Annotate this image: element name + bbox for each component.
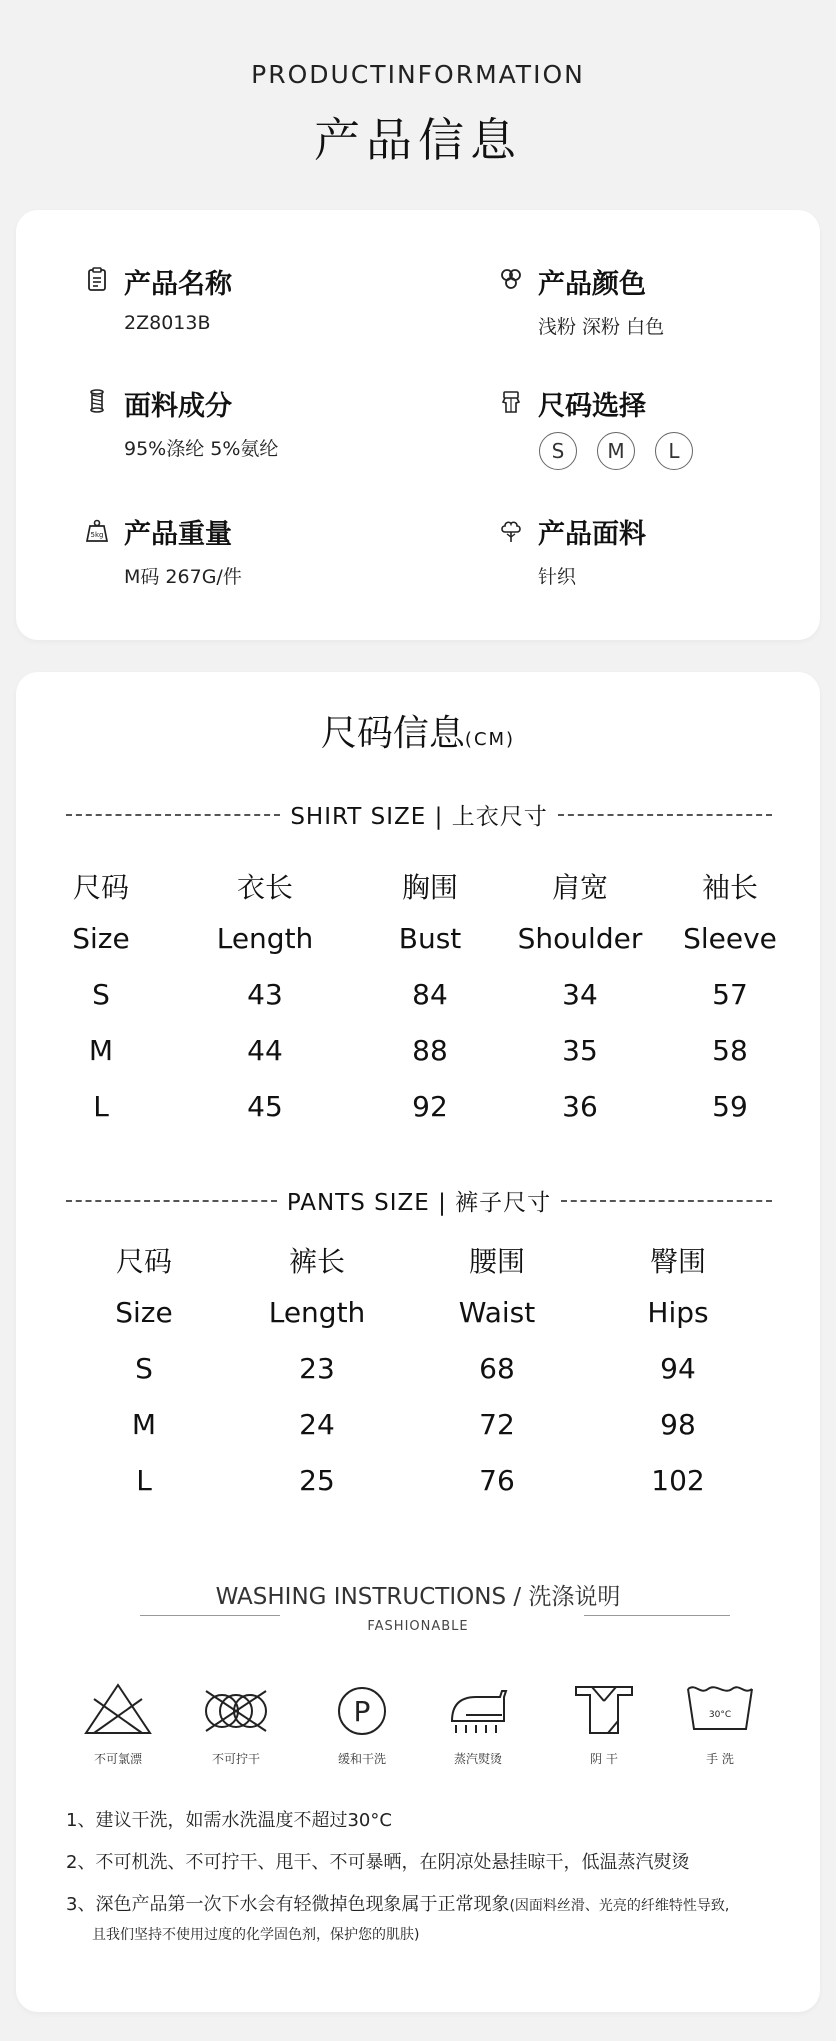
shirt-table-cell: 57 bbox=[712, 978, 748, 1011]
product-name-label: 产品名称 bbox=[124, 269, 232, 300]
wash-note-2: 2、不可机洗、不可拧干、甩干、不可暴晒，在阴凉处悬挂晾干，低温蒸汽熨烫 bbox=[66, 1852, 690, 1873]
pants-table-cell: M bbox=[131, 1408, 157, 1441]
pants-table-cell: 25 bbox=[299, 1464, 335, 1497]
shirt-table-cell: 36 bbox=[562, 1090, 598, 1123]
steam-iron-icon bbox=[442, 1681, 514, 1737]
care-label-gentle-dry-clean: 缓和干洗 bbox=[337, 1752, 387, 1766]
wash-note-3-main: 3、深色产品第一次下水会有轻微掉色现象属于正常现象 bbox=[66, 1894, 510, 1915]
shirt-table-cell: 88 bbox=[412, 1034, 448, 1067]
pants-table-cell: 94 bbox=[660, 1352, 696, 1385]
pants-table-header-cn: 裤长 bbox=[288, 1245, 346, 1278]
pants-size-heading bbox=[66, 1184, 772, 1217]
shirt-table-header-en: Size bbox=[72, 922, 130, 955]
pants-table-header-en: Waist bbox=[458, 1296, 536, 1329]
clipboard-icon bbox=[84, 266, 110, 292]
size-info-unit: (CM) bbox=[464, 729, 516, 750]
pants-table-header-cn: 臀围 bbox=[649, 1245, 707, 1278]
hand-wash-icon bbox=[684, 1681, 756, 1737]
shirt-size-heading bbox=[66, 798, 772, 831]
no-bleach-icon bbox=[82, 1681, 154, 1737]
size-info-title-text: 尺码信息 bbox=[320, 713, 465, 754]
pants-table-cell: 23 bbox=[299, 1352, 335, 1385]
shirt-table-cell: 44 bbox=[247, 1034, 283, 1067]
shirt-table-cell: 84 bbox=[412, 978, 448, 1011]
shirt-table-header-en: Length bbox=[216, 922, 314, 955]
pants-table-cell: 76 bbox=[479, 1464, 515, 1497]
shirt-table-header-en: Shoulder bbox=[517, 922, 643, 955]
shirt-table-cell: 45 bbox=[247, 1090, 283, 1123]
pants-table-header-en: Size bbox=[115, 1296, 173, 1329]
pants-table-header-cn: 尺码 bbox=[115, 1245, 173, 1278]
palette-icon bbox=[498, 266, 524, 292]
care-label-no-bleach: 不可氯漂 bbox=[93, 1752, 143, 1766]
material-value: 针织 bbox=[538, 566, 577, 588]
shirt-table-cell: 35 bbox=[562, 1034, 598, 1067]
product-color-label: 产品颜色 bbox=[538, 269, 646, 300]
care-label-no-wring: 不可拧干 bbox=[211, 1752, 261, 1766]
wash-note-3-small: (因面料丝滑、光亮的纤维特性导致, bbox=[509, 1898, 730, 1914]
shirt-table-header-en: Bust bbox=[398, 922, 462, 955]
product-color-value: 浅粉 深粉 白色 bbox=[538, 316, 665, 338]
fabric-value: 95%涤纶 5%氨纶 bbox=[124, 438, 279, 460]
header-title-en: PRODUCTINFORMATION bbox=[251, 60, 585, 89]
weight-label: 产品重量 bbox=[124, 519, 232, 550]
pants-table-cell: L bbox=[136, 1464, 152, 1497]
size-option-m[interactable]: M bbox=[597, 432, 635, 470]
size-option-l[interactable]: L bbox=[655, 432, 693, 470]
shade-dry-icon bbox=[568, 1681, 640, 1737]
shirt-table-cell: L bbox=[93, 1090, 109, 1123]
material-label: 产品面料 bbox=[538, 519, 646, 550]
shirt-table-cell: 43 bbox=[247, 978, 283, 1011]
washing-subtitle: FASHIONABLE bbox=[367, 1619, 469, 1634]
no-wring-icon bbox=[200, 1681, 272, 1737]
washing-rule-left bbox=[140, 1615, 280, 1616]
pants-table-header-cn: 腰围 bbox=[468, 1245, 526, 1278]
weight-icon bbox=[84, 518, 110, 544]
pants-table-cell: 102 bbox=[651, 1464, 705, 1497]
pants-table-cell: 24 bbox=[299, 1408, 335, 1441]
shirt-table-header-cn: 袖长 bbox=[701, 871, 759, 904]
shirt-table-header-en: Sleeve bbox=[683, 922, 777, 955]
pants-table-cell: 98 bbox=[660, 1408, 696, 1441]
wash-note-1: 1、建议干洗，如需水洗温度不超过30°C bbox=[66, 1810, 392, 1831]
shirt-table-cell: S bbox=[92, 978, 110, 1011]
header-title-cn: 产品信息 bbox=[314, 113, 522, 167]
shirt-table-cell: 34 bbox=[562, 978, 598, 1011]
shirt-table-header-cn: 胸围 bbox=[401, 871, 459, 904]
pants-table-cell: 72 bbox=[479, 1408, 515, 1441]
wash-note-3-continued: 且我们坚持不使用过度的化学固色剂，保护您的肌肤) bbox=[92, 1927, 420, 1943]
product-name-value: 2Z8013B bbox=[124, 312, 211, 334]
hand-wash-temp: 30°C bbox=[708, 1710, 732, 1720]
wash-note-3 bbox=[66, 1890, 729, 1916]
pants-table-header-en: Hips bbox=[647, 1296, 709, 1329]
size-select-label: 尺码选择 bbox=[538, 391, 646, 422]
svg-text:5kg: 5kg bbox=[90, 531, 104, 539]
care-label-steam-iron: 蒸汽熨烫 bbox=[453, 1752, 503, 1766]
weight-value: M码 267G/件 bbox=[124, 566, 242, 588]
shirt-table-header-cn: 尺码 bbox=[72, 871, 130, 904]
gentle-dry-clean-icon bbox=[326, 1681, 398, 1737]
shirt-table-cell: 59 bbox=[712, 1090, 748, 1123]
shirt-table-header-cn: 衣长 bbox=[236, 871, 294, 904]
shirt-table-cell: 92 bbox=[412, 1090, 448, 1123]
care-label-hand-wash: 手 洗 bbox=[706, 1752, 734, 1766]
washing-rule-right bbox=[584, 1615, 730, 1616]
shirt-table-cell: 58 bbox=[712, 1034, 748, 1067]
shirt-table-cell: M bbox=[88, 1034, 114, 1067]
care-label-shade-dry: 阴 干 bbox=[590, 1752, 618, 1766]
cotton-icon bbox=[498, 518, 524, 544]
thread-spool-icon bbox=[84, 388, 110, 414]
size-info-title bbox=[0, 705, 836, 756]
pants-table-cell: S bbox=[135, 1352, 153, 1385]
shirt-table-header-cn: 肩宽 bbox=[551, 871, 609, 904]
pants-size-heading-text: PANTS SIZE | 裤子尺寸 bbox=[286, 1190, 552, 1216]
shirt-hanger-icon bbox=[498, 388, 524, 414]
pants-table-header-en: Length bbox=[268, 1296, 366, 1329]
pants-table-cell: 68 bbox=[479, 1352, 515, 1385]
shirt-size-heading-text: SHIRT SIZE | 上衣尺寸 bbox=[290, 804, 548, 830]
svg-text:P: P bbox=[353, 1695, 371, 1728]
fabric-label: 面料成分 bbox=[124, 391, 232, 422]
washing-title: WASHING INSTRUCTIONS / 洗涤说明 bbox=[215, 1584, 621, 1610]
size-option-s[interactable]: S bbox=[539, 432, 577, 470]
